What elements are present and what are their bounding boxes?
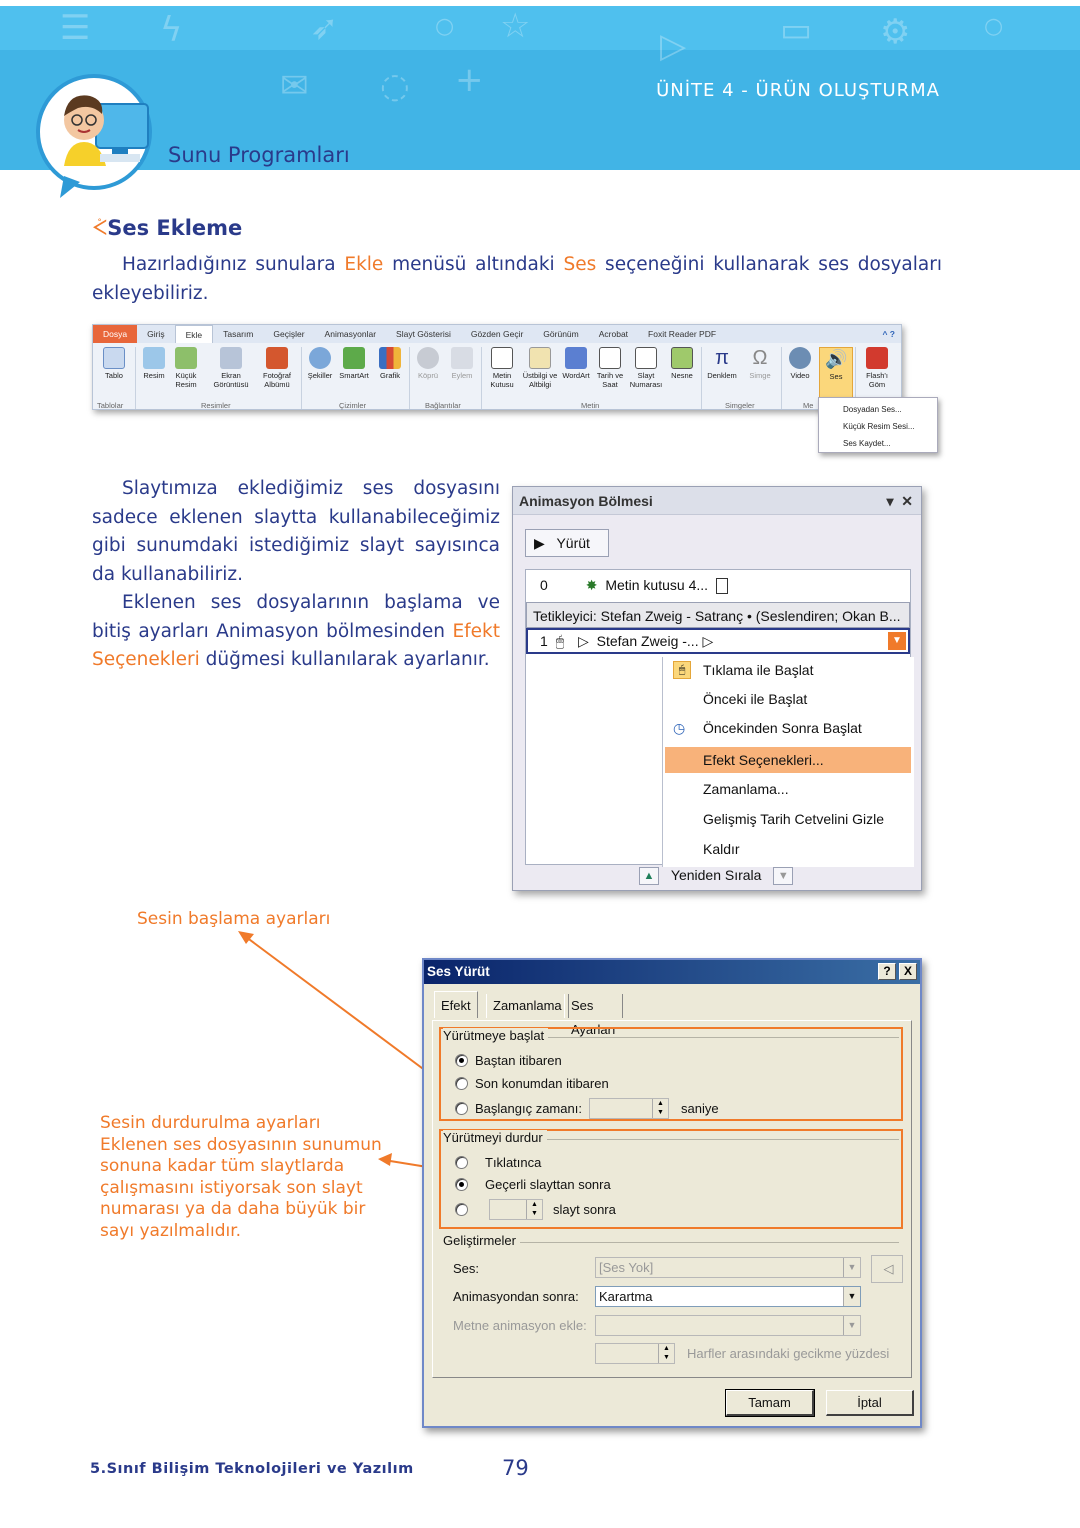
ribbon-btn-label: WordArt (562, 371, 590, 380)
mouse-click-icon: 🖱 (555, 633, 565, 649)
start-group-title: Yürütmeye başlat (443, 1028, 548, 1043)
chevron-down-icon[interactable]: ▼ (843, 1258, 860, 1277)
ses-select-value: [Ses Yok] (599, 1260, 654, 1275)
tab-zamanlama[interactable]: Zamanlama (486, 994, 569, 1018)
menu-item-label: Önceki ile Başlat (703, 691, 808, 707)
spinner-icon[interactable]: ▲ ▼ (658, 1344, 674, 1363)
menu-item-label: Öncekinden Sonra Başlat (703, 720, 862, 736)
ribbon-group-label: Me (803, 401, 814, 410)
ribbon-btn-label: Küçük Resim (175, 371, 197, 389)
deco-bolt-icon: ϟ (160, 10, 183, 50)
deco-circle-icon: ○ (984, 14, 1004, 39)
deco-circle-icon: ○ (435, 14, 455, 39)
after-anim-label: Animasyondan sonra: (453, 1289, 579, 1304)
paragraph-usage-a: Slaytımıza eklediğimiz ses dosyasını sadece eklenen slaytta kullanabileceğimiz gibi sunumdaki istediğimiz slayt sayısınca da kullanabiliriz. (92, 478, 500, 585)
glasses-icon: ᢵ (92, 216, 108, 240)
menu-item-label: Efekt Seçenekleri... (703, 752, 824, 768)
ribbon-group-label: Tablolar (97, 401, 124, 410)
chevron-down-icon[interactable]: ▾ (886, 493, 894, 509)
start-time-input[interactable] (589, 1098, 669, 1119)
ok-button[interactable]: Tamam (726, 1390, 814, 1416)
radio-son-konum[interactable] (455, 1077, 468, 1090)
ribbon-btn-label: Flash'ı Göm (866, 371, 888, 389)
opt-gecerli-slayt-label: Geçerli slayttan sonra (485, 1177, 611, 1192)
opt-tiklatinca-label: Tıklatınca (485, 1155, 542, 1170)
ses-label: Ses: (453, 1261, 480, 1276)
play-label: Yürüt (556, 535, 590, 551)
ribbon-tab-tasarim[interactable]: Tasarım (223, 329, 254, 339)
row-text: Stefan Zweig -... (596, 633, 699, 649)
mouse-click-icon: 🖱 (673, 661, 691, 679)
menu-item-dosyadan-ses[interactable]: Dosyadan Ses... (843, 405, 902, 414)
heading-text: Ses Ekleme (107, 216, 243, 240)
dropdown-arrow-icon[interactable]: ▼ (888, 632, 906, 650)
move-up-icon[interactable]: ▲ (639, 867, 659, 885)
opt-bastan-label: Baştan itibaren (475, 1053, 562, 1068)
annotation-stop-line: sonuna kadar tüm slaytlarda (100, 1156, 345, 1176)
deco-lines-icon: ☰ (60, 8, 91, 48)
ribbon-btn-label: Ekran Görüntüsü (213, 371, 249, 389)
row-number: 0 (540, 577, 548, 593)
row-text: Metin kutusu 4... (605, 577, 709, 593)
ses-select[interactable] (595, 1257, 861, 1278)
menu-item-ses-kaydet[interactable]: Ses Kaydet... (843, 439, 891, 448)
ribbon-btn-label: Simge (749, 371, 771, 380)
annotation-stop-line: Eklenen ses dosyasının sunumun (100, 1134, 382, 1155)
ribbon-tab-foxit[interactable]: Foxit Reader PDF (648, 329, 717, 339)
ribbon-group-label: Çizimler (339, 401, 367, 410)
move-down-icon[interactable]: ▼ (773, 867, 793, 885)
unit-title: ÜNİTE 4 - ÜRÜN OLUŞTURMA (656, 80, 940, 101)
intro-text-3: seçeneğini kullanarak ses dosyaları ekleyebiliriz. (92, 254, 942, 304)
row-number: 1 (540, 633, 548, 649)
text-anim-select[interactable] (595, 1315, 861, 1336)
ribbon-tab-slayt-gosterisi[interactable]: Slayt Gösterisi (396, 329, 451, 339)
annotation-start: Sesin başlama ayarları (137, 909, 331, 929)
chevron-down-icon[interactable]: ▼ (843, 1316, 860, 1335)
ribbon-group-label: Metin (581, 401, 600, 410)
menu-item-label: Gelişmiş Tarih Cetvelini Gizle (703, 811, 885, 827)
arrow-start-line (242, 934, 438, 1080)
menu-item-label: Tıklama ile Başlat (703, 662, 814, 678)
paragraph-b-text-1: Eklenen ses dosyalarının başlama ve bitiş ayarları Animasyon bölmesinden (92, 592, 500, 642)
after-anim-select[interactable] (595, 1286, 861, 1307)
after-anim-value: Karartma (599, 1289, 653, 1304)
annotation-stop-line: sayı yazılmalıdır. (100, 1220, 242, 1241)
cancel-button[interactable]: İptal (826, 1390, 914, 1416)
radio-slayt-sonra[interactable] (455, 1203, 468, 1216)
annotation-stop-line: çalışmasını istiyorsak son slayt (100, 1177, 363, 1198)
dialog-title: Ses Yürüt (427, 964, 490, 979)
ribbon-btn-label: Video (790, 371, 810, 380)
ribbon-btn-label: SmartArt (339, 371, 369, 380)
ribbon-tab-giris[interactable]: Giriş (147, 329, 165, 339)
ribbon-btn-label: Ses (829, 372, 843, 381)
annotation-stop-line: Sesin durdurulma ayarları (100, 1113, 321, 1133)
annotation-stop-line: numarası ya da daha büyük bir (100, 1199, 366, 1219)
dialog-title-bar (424, 960, 920, 984)
intro-text-2: menüsü altındaki (383, 254, 564, 275)
deco-plus-icon: + (455, 60, 484, 100)
radio-tiklatinca[interactable] (455, 1156, 468, 1169)
chevron-down-icon[interactable]: ▼ (843, 1287, 860, 1306)
footer-book-title: 5.Sınıf Bilişim Teknolojileri ve Yazılım (90, 1461, 414, 1477)
ribbon-tab-gecisler[interactable]: Geçişler (273, 329, 305, 339)
ribbon-tab-acrobat[interactable]: Acrobat (598, 329, 629, 339)
deco-doc-icon: ▭ (780, 10, 813, 50)
ribbon-btn-label: Resim (143, 371, 165, 380)
enhancements-title: Geliştirmeler (443, 1233, 520, 1248)
animation-pane-title-text: Animasyon Bölmesi (519, 493, 653, 509)
slide-count-input[interactable] (489, 1199, 543, 1220)
play-outline-icon: ▷ (577, 633, 589, 649)
ribbon-btn-label: Nesne (671, 371, 693, 380)
section-title: Sunu Programları (168, 143, 350, 167)
spinner-icon[interactable]: ▲ ▼ (526, 1200, 542, 1219)
letter-delay-label: Harfler arasındaki gecikme yüzdesi (687, 1346, 890, 1361)
speaker-icon: 🔊 (825, 349, 848, 369)
seconds-label: saniye (681, 1101, 719, 1116)
ribbon-tab-ekle[interactable]: Ekle (175, 325, 214, 343)
triangle-marker-icon: ▷ (702, 633, 714, 649)
deco-gear-icon: ⚙ (880, 12, 911, 52)
deco-mail-icon: ✉ (280, 66, 309, 106)
ribbon-tab-dosya[interactable]: Dosya (93, 325, 137, 343)
page-number: 79 (502, 1456, 529, 1480)
reorder-label: Yeniden Sırala (670, 867, 762, 883)
deco-star-icon: ☆ (500, 6, 531, 46)
intro-text-1: Hazırladığınız sunulara (122, 254, 345, 275)
ribbon-btn-label: Tarih ve Saat (596, 371, 624, 389)
paragraph-b-hl: Efekt Seçenekleri (92, 620, 500, 670)
ribbon-btn-label: Denklem (707, 371, 737, 380)
deco-play-icon: ▷ (660, 26, 687, 66)
spinner-icon[interactable]: ▲ ▼ (652, 1099, 668, 1118)
opt-son-konum-label: Son konumdan itibaren (475, 1076, 609, 1091)
omega-icon: Ω (752, 347, 768, 369)
intro-hl-ses: Ses (563, 254, 597, 275)
tab-efekt[interactable]: Efekt (434, 991, 478, 1018)
ribbon-btn-label: Slayt Numarası (629, 371, 663, 389)
ribbon-tab-gozden-gecir[interactable]: Gözden Geçir (470, 329, 524, 339)
ribbon-tab-gorunum[interactable]: Görünüm (543, 329, 579, 339)
ses-yurut-dialog (422, 958, 922, 1428)
menu-item-kucuk-resim-sesi[interactable]: Küçük Resim Sesi... (843, 422, 915, 431)
ribbon-btn-label: Şekiller (307, 371, 333, 380)
ribbon-tab-animasyonlar[interactable]: Animasyonlar (324, 329, 377, 339)
ribbon-btn-label: Eylem (451, 371, 473, 380)
deco-cursor-icon: ➶ (310, 8, 339, 48)
clock-icon: ◷ (673, 720, 686, 736)
ribbon-group-label: Simgeler (725, 401, 755, 410)
stop-group-title: Yürütmeyi durdur (443, 1130, 547, 1145)
ribbon-btn-label: Üstbilgi ve Altbilgi (522, 371, 558, 389)
radio-bastan[interactable] (455, 1054, 468, 1067)
ribbon-group-label: Resimler (201, 401, 231, 410)
opt-baslangic-label: Başlangıç zamanı: (475, 1101, 582, 1116)
ribbon-btn-label: Tablo (105, 371, 123, 380)
ribbon-group-label: Bağlantılar (425, 401, 461, 410)
star-effect-icon: ✸ (585, 577, 598, 593)
menu-item-label: Zamanlama... (703, 781, 789, 797)
menu-item-label: Kaldır (703, 841, 740, 857)
text-anim-label: Metne animasyon ekle: (453, 1318, 587, 1333)
paragraph-b-text-2: düğmesi kullanılarak ayarlanır. (199, 649, 490, 670)
play-icon: ▶ (534, 535, 545, 551)
tab-ses-ayarlari[interactable]: Ses Ayarları (564, 994, 623, 1018)
dialog-panel (432, 1020, 912, 1378)
letter-delay-input[interactable] (595, 1343, 675, 1364)
ribbon-btn-label: Köprü (417, 371, 438, 380)
close-button[interactable]: X (899, 963, 917, 980)
ribbon-help-icon[interactable]: ^ ? (882, 329, 895, 339)
pi-icon: π (715, 347, 729, 369)
trigger-row[interactable]: Tetikleyici: Stefan Zweig - Satranç • (Seslendiren; Okan B... (526, 602, 910, 628)
help-button[interactable]: ? (878, 963, 896, 980)
opt-slayt-sonra-label: slayt sonra (553, 1202, 616, 1217)
arrow-stop-head (378, 1153, 392, 1166)
intro-hl-ekle: Ekle (344, 254, 384, 275)
speaker-volume-icon[interactable]: ◁ (871, 1255, 903, 1283)
radio-gecerli-slayt[interactable] (455, 1178, 468, 1191)
close-icon[interactable]: ✕ (901, 493, 913, 509)
ribbon-btn-label: Grafik (379, 371, 400, 380)
ribbon-btn-label: Fotoğraf Albümü (263, 371, 291, 389)
radio-baslangic-zamani[interactable] (455, 1102, 468, 1115)
ribbon-btn-label: Metin Kutusu (490, 371, 514, 389)
deco-chat-icon: ◌ (380, 66, 410, 106)
